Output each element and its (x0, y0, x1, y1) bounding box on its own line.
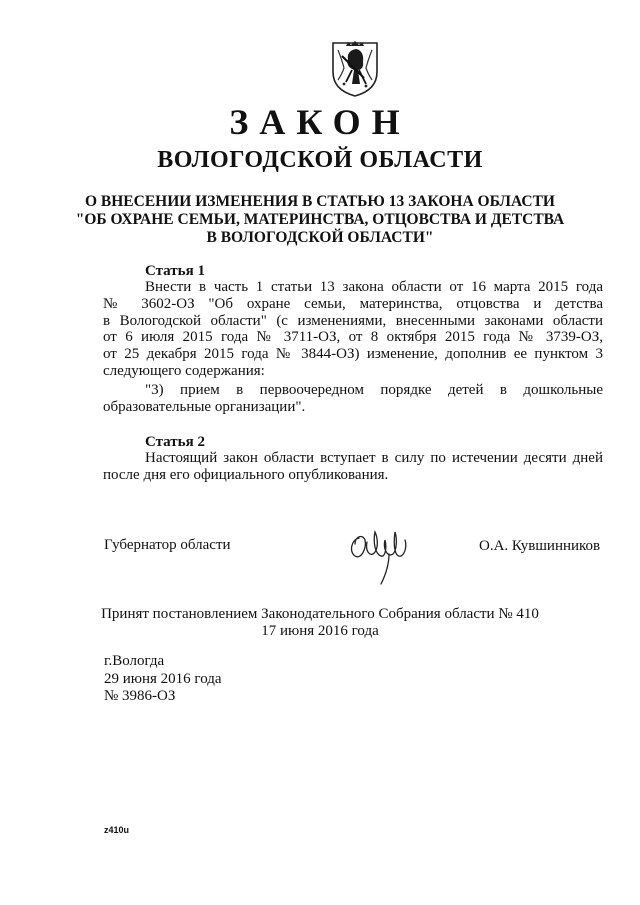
text-line: от 25 декабря 2015 года № 3844-ОЗ) изменение, дополнив ее пунктом 3 (103, 346, 603, 363)
text-line: следующего содержания: (103, 362, 265, 379)
signature-icon (345, 518, 415, 590)
place-date-block (104, 653, 222, 706)
text-line: Внести в часть 1 статьи 13 закона области от 16 марта 2015 года (145, 279, 603, 295)
text-line: образовательные организации". (103, 398, 306, 415)
place: г.Вологда (104, 653, 165, 669)
article-1-title: Статья 1 (145, 263, 205, 279)
article-1-body (103, 279, 603, 380)
law-number: № 3986-ОЗ (104, 688, 176, 704)
adoption-line: 17 июня 2016 года (261, 623, 379, 639)
adoption-line: Принят постановлением Законодательного Собрания области № 410 (101, 606, 539, 622)
text-line: в Вологодской области" (с изменениями, внесенными законами области (103, 312, 603, 329)
article-2-body (103, 450, 603, 484)
law-heading (0, 193, 640, 247)
governor-label: Губернатор области (104, 537, 231, 553)
article-1-quote (103, 382, 603, 416)
heading-line: В ВОЛОГОДСКОЙ ОБЛАСТИ" (206, 229, 434, 246)
document-code: z410u (104, 825, 130, 835)
text-line: после дня его официального опубликования. (103, 466, 389, 483)
text-line: № 3602-ОЗ "Об охране семьи, материнства, отцовства и детства (103, 295, 603, 312)
governor-name: О.А. Кувшинников (479, 538, 601, 554)
adoption-note (0, 606, 640, 640)
text-line: Настоящий закон области вступает в силу по истечении десяти дней (145, 450, 603, 466)
heading-line: О ВНЕСЕНИИ ИЗМЕНЕНИЯ В СТАТЬЮ 13 ЗАКОНА ОБЛАСТИ (84, 193, 555, 210)
law-region: ВОЛОГОДСКОЙ ОБЛАСТИ (157, 147, 483, 173)
date: 29 июня 2016 года (104, 670, 222, 687)
law-title: ЗАКОН (229, 102, 411, 142)
text-line: от 6 июля 2015 года № 3711-ОЗ, от 8 октября 2015 года № 3739-ОЗ, (103, 329, 603, 346)
coat-of-arms-icon (330, 40, 380, 98)
heading-line: "ОБ ОХРАНЕ СЕМЬИ, МАТЕРИНСТВА, ОТЦОВСТВА И ДЕТСТВА (75, 211, 565, 228)
text-line: "3) прием в первоочередном порядке детей в дошкольные (145, 382, 603, 398)
article-2-title: Статья 2 (145, 434, 205, 450)
